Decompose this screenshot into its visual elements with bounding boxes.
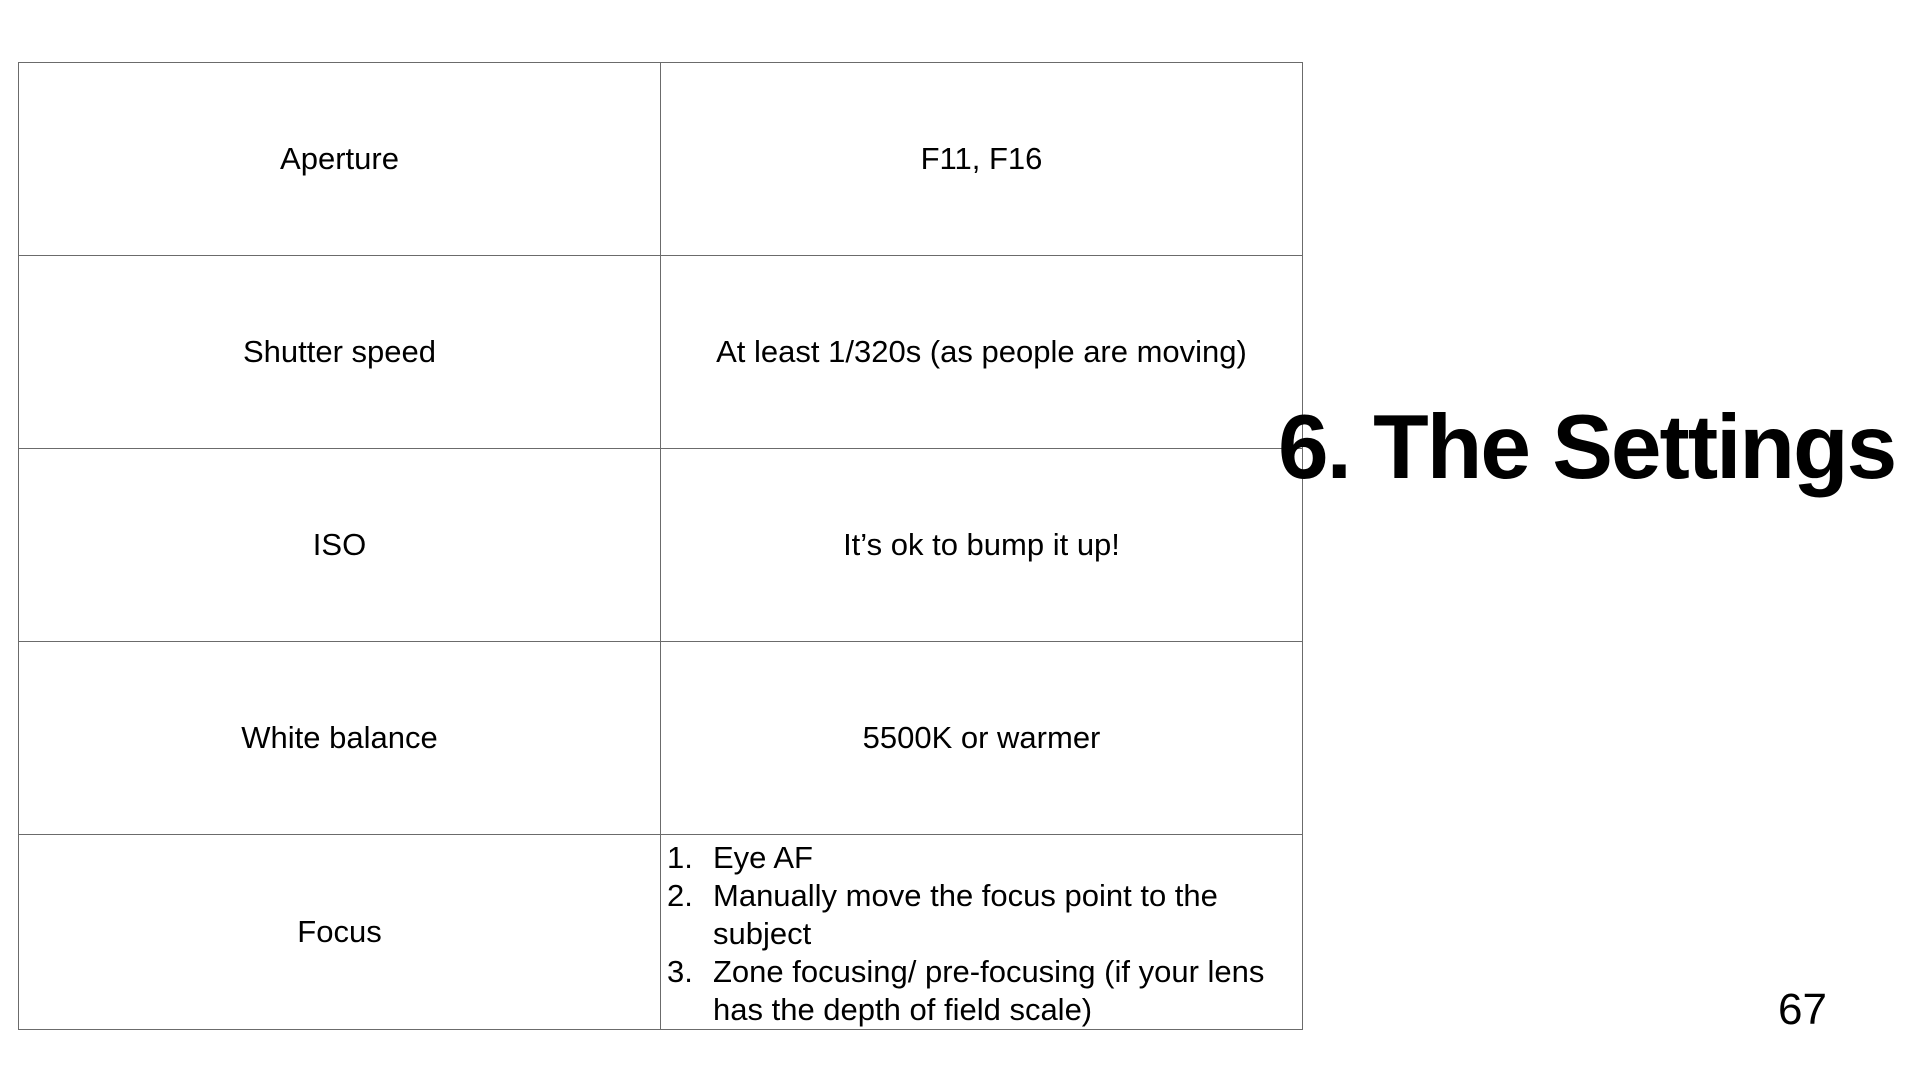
setting-value-focus <box>661 835 1303 1030</box>
table-row-focus <box>19 835 1303 1030</box>
list-item-text: Zone focusing/ pre-focusing (if your lens has the depth of field scale) <box>713 954 1265 1027</box>
setting-label-focus: Focus <box>19 835 661 1030</box>
setting-label-aperture: Aperture <box>19 63 661 256</box>
list-item <box>667 877 1292 953</box>
setting-value-iso: It’s ok to bump it up! <box>661 449 1303 642</box>
setting-label-white-balance: White balance <box>19 642 661 835</box>
setting-value-white-balance: 5500K or warmer <box>661 642 1303 835</box>
list-item-text: Manually move the focus point to the subject <box>713 878 1218 951</box>
list-item-number: 3. <box>667 954 693 989</box>
list-item-number: 2. <box>667 878 693 913</box>
page-number: 67 <box>1778 985 1827 1034</box>
table-row-white-balance <box>19 642 1303 835</box>
focus-methods-list <box>667 839 1292 1029</box>
table-row-iso <box>19 449 1303 642</box>
settings-table <box>18 62 1303 1030</box>
list-item-text: Eye AF <box>713 840 813 875</box>
table-row-aperture <box>19 63 1303 256</box>
list-item <box>667 839 1292 877</box>
setting-label-shutter-speed: Shutter speed <box>19 256 661 449</box>
list-item-number: 1. <box>667 840 693 875</box>
table-row-shutter-speed <box>19 256 1303 449</box>
list-item <box>667 953 1292 1029</box>
setting-value-shutter-speed: At least 1/320s (as people are moving) <box>661 256 1303 449</box>
setting-value-aperture: F11, F16 <box>661 63 1303 256</box>
setting-label-iso: ISO <box>19 449 661 642</box>
slide-title: 6. The Settings <box>1278 397 1896 498</box>
